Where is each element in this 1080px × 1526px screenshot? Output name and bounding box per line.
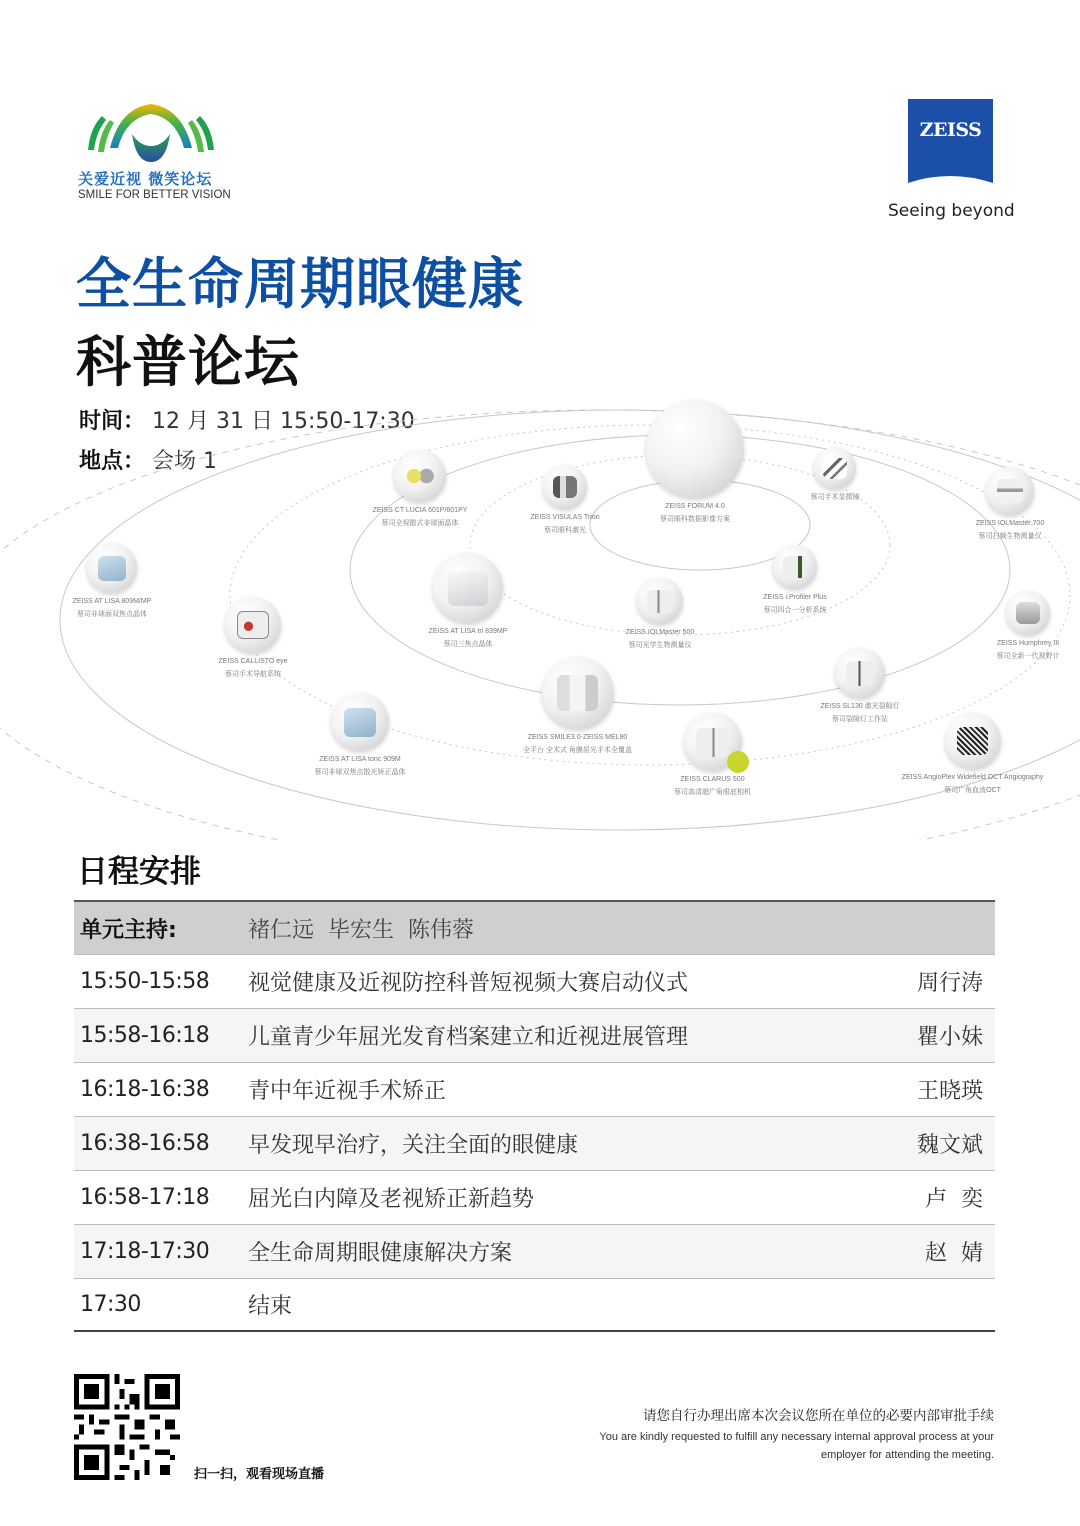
product-callisto: ZEISS CALLISTO eye 蔡司手术导航系统 (210, 597, 296, 679)
row-topic: 儿童青少年屈光发育档案建立和近视进展管理 (248, 1025, 689, 1050)
product-smile-mel90: ZEISS SMILE3.0-ZEISS MEL90 全平台 全术式 角膜屈光手术全覆盖 (515, 657, 640, 755)
product-sl130: ZEISS SL130 激光裂隙灯 蔡司裂隙灯工作站 (810, 648, 910, 724)
page-title-sub: 科普论坛 (76, 330, 301, 394)
new-badge-icon (727, 751, 749, 773)
oct-device-icon (945, 713, 1001, 769)
product-humphrey: ZEISS Humphrey III 蔡司全新一代视野计 (988, 591, 1068, 661)
place-label: 地点： (79, 449, 146, 474)
notice-en-line2: employer for attending the meeting. (820, 1449, 994, 1461)
product-angioplex: ZEISS AngioPlex Widefield OCT Angiography 蔡司广角血流OCT (900, 713, 1045, 795)
table-row (74, 1062, 995, 1116)
smile-logo-en-text: SMILE FOR BETTER VISION (78, 189, 231, 201)
product-at-lisa-tri: ZEISS AT LISA tri 839MP 蔡司三焦点晶体 (418, 553, 518, 649)
notice-en-line1: You are kindly requested to fulfill any necessary internal approval process at your (599, 1431, 994, 1443)
row-topic: 结束 (248, 1294, 293, 1319)
row-speaker: 王晓瑛 (916, 1079, 983, 1104)
row-time: 15:58-16:18 (80, 1023, 210, 1048)
product-orbit-diagram (0, 395, 1080, 840)
product-iolmaster-700: ZEISS IOLMaster 700 蔡司扫频生物测量仪 (960, 467, 1060, 541)
host-names: 褚仁远 毕宏生 陈伟蓉 (248, 917, 474, 943)
row-time: 16:58-17:18 (80, 1185, 210, 1210)
row-time: 17:30 (80, 1292, 141, 1317)
row-topic: 青中年近视手术矫正 (248, 1079, 447, 1104)
product-forum: ZEISS FORUM 4.0 蔡司眼科数据影像方案 (640, 400, 750, 524)
slit-lamp-icon (835, 648, 885, 698)
qr-code[interactable] (74, 1374, 180, 1480)
row-time: 17:18-17:30 (80, 1239, 210, 1264)
microscope-icon (814, 447, 856, 489)
schedule-title: 日程安排 (77, 854, 201, 890)
product-microscope: 蔡司手术显微镜 (800, 447, 870, 502)
row-speaker: 卢 奕 (925, 1187, 983, 1212)
product-iprofiler: ZEISS i.Profiler Plus 蔡司四合一分析系统 (755, 545, 835, 615)
table-row (74, 1278, 995, 1332)
product-ct-lucia: ZEISS CT LUCIA 601P/601PY 蔡司全视散式非球面晶体 (360, 450, 480, 528)
table-row (74, 1008, 995, 1062)
time-value: 12 月 31 日 15:50-17:30 (152, 409, 415, 434)
product-clarus: ZEISS CLARUS 500 蔡司高清超广角眼底相机 (665, 713, 760, 797)
zeiss-wordmark: ZEISS (919, 119, 982, 141)
product-at-lisa-809: ZEISS AT LISA 809M/MP 蔡司非球面双焦点晶体 (62, 543, 162, 619)
zeiss-tagline: Seeing beyond (888, 201, 1015, 221)
table-row (74, 954, 995, 1008)
row-topic: 屈光白内障及老视矫正新趋势 (248, 1187, 535, 1212)
laser-system-icon (542, 657, 614, 729)
page-title-main: 全生命周期眼健康 (76, 252, 525, 316)
zeiss-logo (908, 99, 993, 184)
smile-forum-logo (78, 98, 231, 208)
place-value: 会场 1 (152, 449, 218, 474)
iol-lens-icon (433, 553, 503, 623)
perimeter-icon (1006, 591, 1050, 635)
table-row (74, 1224, 995, 1278)
qr-code-icon (74, 1374, 180, 1480)
row-speaker: 魏文斌 (916, 1133, 983, 1158)
notice-cn: 请您自行办理出席本次会议您所在单位的必要内部审批手续 (643, 1408, 994, 1424)
row-topic: 早发现早治疗，关注全面的眼健康 (248, 1133, 579, 1158)
row-speaker: 赵 婧 (925, 1241, 983, 1266)
table-row (74, 1170, 995, 1224)
table-row (74, 1116, 995, 1170)
iolmaster-device-icon (986, 467, 1034, 515)
schedule-table (74, 900, 995, 1332)
laser-device-icon (543, 465, 587, 509)
biometer-icon (637, 578, 683, 624)
profiler-device-icon (773, 545, 817, 589)
time-label: 时间： (79, 409, 146, 434)
row-speaker: 周行涛 (916, 971, 983, 996)
row-topic: 视觉健康及近视防控科普短视频大赛启动仪式 (248, 971, 689, 996)
qr-caption: 扫一扫，观看现场直播 (194, 1467, 325, 1482)
schedule-host-row (74, 900, 995, 954)
row-topic: 全生命周期眼健康解决方案 (248, 1241, 513, 1266)
row-time: 15:50-15:58 (80, 969, 210, 994)
product-at-lisa-toric: ZEISS AT LISA toric 909M 蔡司非球双焦点散光矫正晶体 (300, 693, 420, 777)
smile-logo-cn-text: 关爱近视 微笑论坛 (78, 170, 213, 188)
row-speaker: 瞿小妹 (916, 1025, 983, 1050)
globe-icon (646, 400, 744, 498)
approval-notice (599, 1404, 994, 1464)
lens-icon (394, 450, 446, 502)
iol-lens-icon (87, 543, 137, 593)
product-iolmaster-500: ZEISS IOLMaster 500 蔡司光学生物测量仪 (620, 578, 700, 650)
monitor-icon (225, 597, 281, 653)
product-visulas: ZEISS VISULAS Trion 蔡司眼科激光 (520, 465, 610, 535)
toric-lens-icon (331, 693, 389, 751)
row-time: 16:38-16:58 (80, 1131, 210, 1156)
eye-logo-icon (80, 98, 222, 166)
row-time: 16:18-16:38 (80, 1077, 210, 1102)
host-label: 单元主持: (80, 917, 177, 943)
